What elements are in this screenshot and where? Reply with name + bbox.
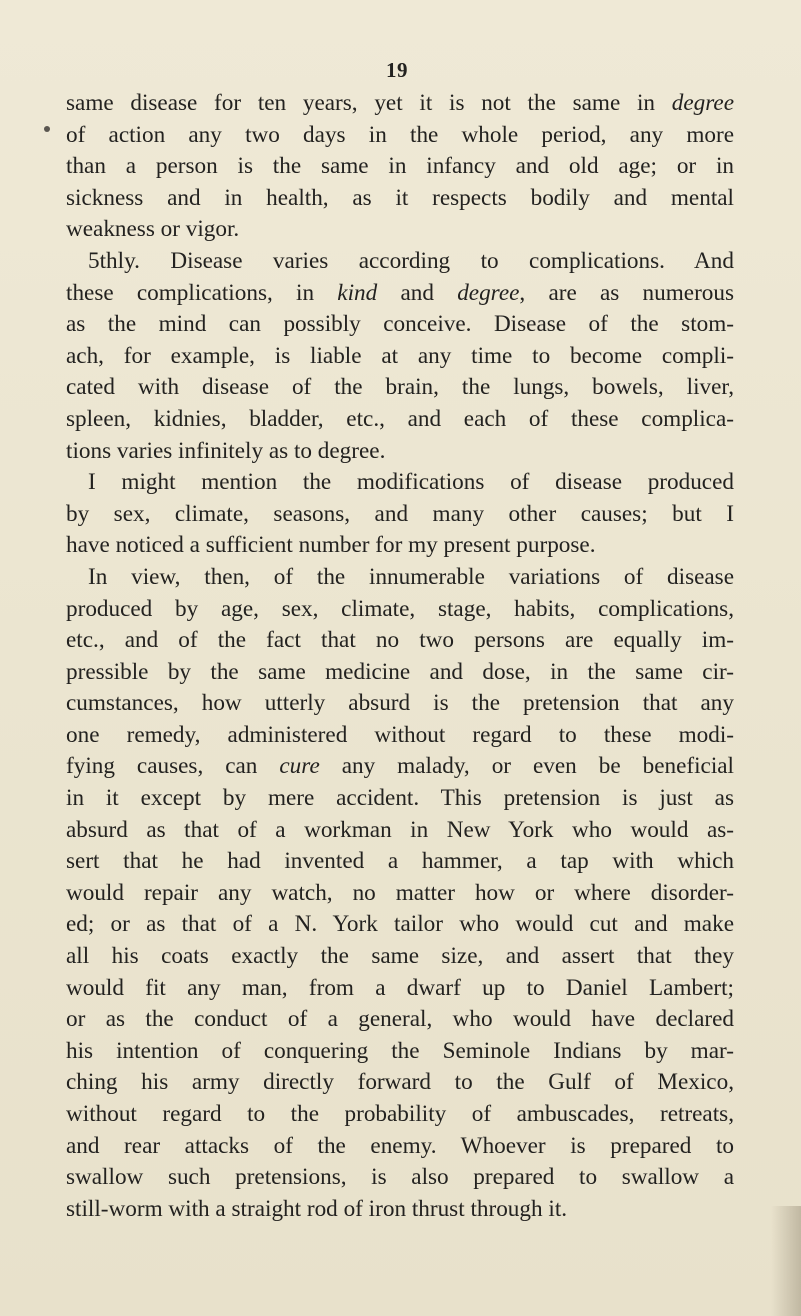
text-line: sert that he had invented a hammer, a tap with which bbox=[66, 848, 734, 875]
text-line: as the mind can possibly conceive. Disease of the stom- bbox=[66, 311, 734, 338]
text-line: would fit any man, from a dwarf up to Daniel Lambert; bbox=[66, 974, 734, 1001]
emphasis-cure: cure bbox=[279, 753, 320, 780]
text-line: swallow such pretensions, is also prepared to swallow a bbox=[66, 1164, 734, 1191]
text-line: than a person is the same in infancy and old age; or in bbox=[66, 153, 734, 180]
margin-mark bbox=[44, 126, 50, 132]
text-line: cumstances, how utterly absurd is the pretension that any bbox=[66, 690, 734, 717]
text-line: 5thly. Disease varies according to complications. And bbox=[88, 247, 734, 274]
text-line: absurd as that of a workman in New York who would as- bbox=[66, 816, 734, 843]
text-line: ach, for example, is liable at any time to become compli- bbox=[66, 342, 734, 369]
text-line: would repair any watch, no matter how or where disorder- bbox=[66, 879, 734, 906]
text-line: his intention of conquering the Seminole Indians by mar- bbox=[66, 1037, 734, 1064]
scan-edge-shadow bbox=[771, 1206, 801, 1316]
text-line: these complications, in kind and degree, are as numerous bbox=[66, 279, 734, 306]
text-line: In view, then, of the innumerable variations of disease bbox=[88, 563, 734, 590]
text-line: by sex, climate, seasons, and many other causes; but I bbox=[66, 500, 734, 527]
text-line: and rear attacks of the enemy. Whoever is prepared to bbox=[66, 1132, 734, 1159]
text-line: without regard to the probability of ambuscades, retreats, bbox=[66, 1101, 734, 1127]
text-line: cated with disease of the brain, the lungs, bowels, liver, bbox=[66, 374, 734, 401]
text-line: produced by age, sex, climate, stage, habits, complications, bbox=[66, 595, 734, 622]
text-line: all his coats exactly the same size, and assert that they bbox=[66, 943, 734, 970]
text-line: weakness or vigor. bbox=[66, 216, 240, 243]
emphasis-kind: kind bbox=[337, 279, 378, 306]
text-line: or as the conduct of a general, who would have declared bbox=[66, 1006, 734, 1033]
text-line: sickness and in health, as it respects bodily and mental bbox=[66, 184, 734, 211]
text-line: I might mention the modifications of disease produced bbox=[88, 469, 734, 496]
text-line: have noticed a sufficient number for my present purpose. bbox=[66, 532, 596, 559]
emphasis-degree: degree bbox=[457, 279, 520, 306]
text-line: pressible by the same medicine and dose, in the same cir- bbox=[66, 658, 734, 685]
text-line: fying causes, can cure any malady, or even be beneficial bbox=[66, 753, 734, 780]
text-line: still-worm with a straight rod of iron thrust through it. bbox=[66, 1195, 568, 1222]
page-number: 19 bbox=[386, 58, 408, 82]
text-line: in it except by mere accident. This pretension is just as bbox=[66, 785, 734, 812]
emphasis-degree: degree bbox=[671, 90, 734, 116]
body-text bbox=[66, 88, 734, 1225]
text-line: ching his army directly forward to the Gulf of Mexico, bbox=[66, 1069, 734, 1096]
text-line: same disease for ten years, yet it is not the same in degree bbox=[66, 90, 734, 116]
text-line: ed; or as that of a N. York tailor who would cut and make bbox=[66, 911, 734, 938]
text-line: spleen, kidnies, bladder, etc., and each of these complica- bbox=[66, 405, 734, 432]
text-line: etc., and of the fact that no two persons are equally im- bbox=[66, 627, 734, 654]
text-line: tions varies infinitely as to degree. bbox=[66, 437, 386, 464]
text-line: one remedy, administered without regard to these modi- bbox=[66, 721, 734, 748]
text-line: of action any two days in the whole period, any more bbox=[66, 121, 734, 148]
